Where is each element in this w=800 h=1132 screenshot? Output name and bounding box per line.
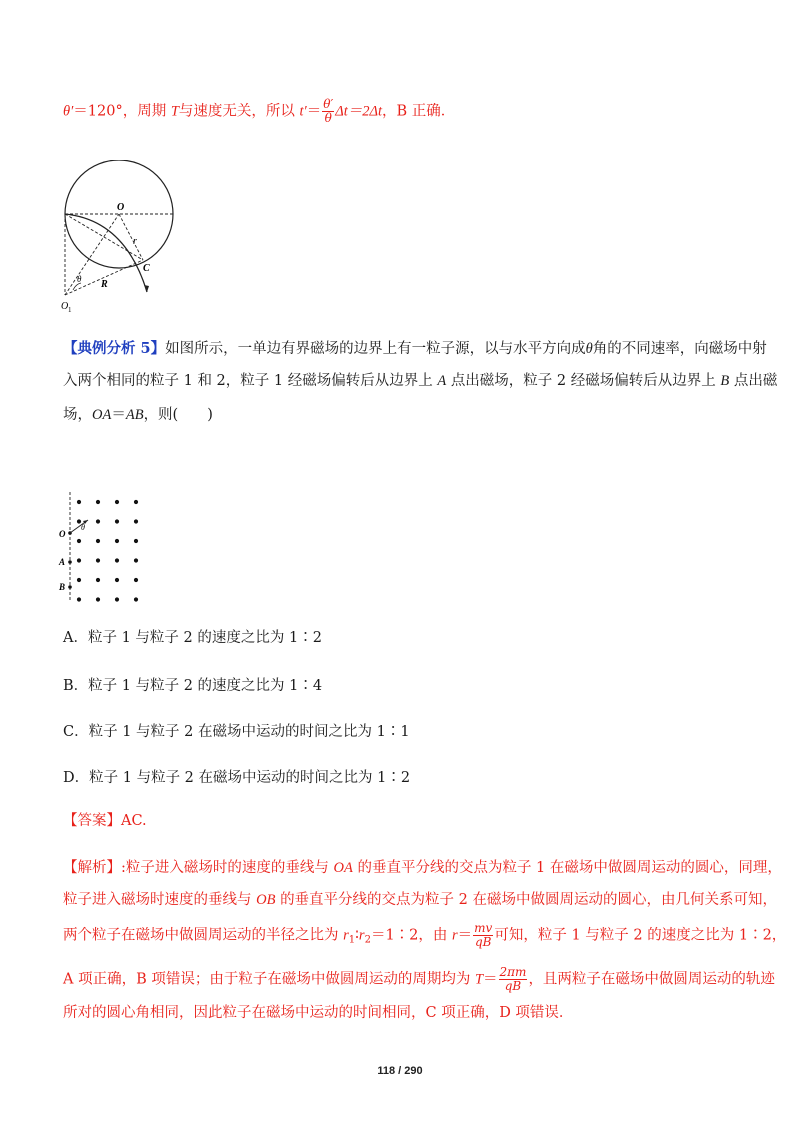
example-tag: 【典例分析 5】 <box>63 340 166 357</box>
text: 点出磁场，粒子 2 经磁场偏转后从边界上 <box>450 373 716 389</box>
field-dot <box>115 500 119 504</box>
field-dot <box>134 519 138 523</box>
label-theta: θ <box>77 274 82 284</box>
text: ＝ <box>483 971 498 988</box>
var-B: B <box>720 373 730 389</box>
theta-prime: θ′ <box>63 103 74 120</box>
analysis-line-3 <box>63 922 786 951</box>
field-dot <box>134 578 138 582</box>
field-dot <box>134 558 138 562</box>
text: ＝ <box>306 103 322 120</box>
analysis-line-2 <box>63 890 777 910</box>
label-B: B <box>59 582 66 592</box>
field-dot <box>96 539 100 543</box>
label-R: R <box>101 279 108 290</box>
text: ，则( ) <box>143 407 213 423</box>
frac-num: θ′ <box>323 97 334 111</box>
text: 场， <box>63 407 92 423</box>
analysis-line-1 <box>63 858 782 878</box>
field-dot <box>115 578 119 582</box>
field-dot <box>115 539 119 543</box>
field-dot <box>134 500 138 504</box>
boundary-point <box>68 560 72 564</box>
example-line-1 <box>63 339 767 359</box>
answer-tag: 【答案】 <box>63 813 121 829</box>
var-theta: θ <box>585 341 593 357</box>
var-OA: OA <box>333 860 353 876</box>
var-r: r <box>343 927 349 944</box>
fraction <box>473 922 493 949</box>
var-T: T <box>170 103 179 120</box>
field-dots <box>68 500 138 602</box>
frac-num: 2πm <box>499 965 527 979</box>
frac-num: mv <box>474 921 493 935</box>
text: ＝1∶2，由 <box>370 927 448 944</box>
field-dot <box>77 578 81 582</box>
fraction <box>499 966 528 993</box>
angle-arc <box>73 283 81 290</box>
text: 点出磁 <box>733 373 778 389</box>
field-dot <box>96 519 100 523</box>
label-r: r <box>133 236 137 247</box>
sub: 1 <box>348 934 356 946</box>
var-T: T <box>474 971 484 988</box>
field-dot <box>96 500 100 504</box>
text: ＝ <box>457 927 473 944</box>
text: 的垂直平分线的交点为粒子 2 在磁场中做圆周运动的圆心，由几何关系可知， <box>280 892 778 908</box>
text: 的垂直平分线的交点为粒子 1 在磁场中做圆周运动的圆心，同理， <box>357 860 782 876</box>
text: A 项正确，B 项错误；由于粒子在磁场中做圆周运动的周期均为 <box>63 971 471 988</box>
field-dot <box>115 597 119 601</box>
var-AB: AB <box>125 407 144 423</box>
field-dot <box>77 539 81 543</box>
option-d: D．粒子 1 与粒子 2 在磁场中运动的时间之比为 1∶2 <box>63 770 411 786</box>
label-O: O <box>117 202 125 213</box>
option-a: A．粒子 1 与粒子 2 的速度之比为 1∶2 <box>63 630 322 646</box>
text: ，B 正确． <box>382 103 456 120</box>
delta-t: Δt＝2Δt <box>335 103 383 120</box>
label-O1: O <box>61 301 69 312</box>
text: 角的不同速率，向磁场中射 <box>592 341 767 357</box>
var-OB: OB <box>256 892 276 908</box>
label-theta: θ <box>81 523 85 532</box>
example-line-2 <box>63 371 777 391</box>
solution-prev-line <box>63 98 455 125</box>
field-dot <box>96 558 100 562</box>
field-dot <box>134 597 138 601</box>
analysis-tag: 【解析】 <box>63 860 121 876</box>
var-r: r <box>358 927 365 944</box>
field-dot <box>115 558 119 562</box>
var-r: r <box>452 927 458 944</box>
text: ，且两粒子在磁场中做圆周运动的轨迹 <box>528 971 775 988</box>
var-OA: OA <box>92 407 112 423</box>
frac-den: qB <box>504 979 522 993</box>
radius-line-O1O <box>65 214 119 295</box>
label-O: O <box>59 529 66 539</box>
text: 两个粒子在磁场中做圆周运动的半径之比为 <box>63 927 339 944</box>
text: :粒子进入磁场时的速度的垂线与 <box>121 860 329 876</box>
example-line-3 <box>63 405 213 425</box>
text: 入两个相同的粒子 1 和 2，粒子 1 经磁场偏转后从边界上 <box>63 373 433 389</box>
label-A: A <box>59 557 66 567</box>
var-A: A <box>437 373 447 389</box>
text: ∶ <box>355 927 359 944</box>
fraction <box>322 98 334 125</box>
text: 与速度无关，所以 <box>178 103 295 120</box>
text: 如图所示，一单边有界磁场的边界上有一粒子源，以与水平方向成 <box>165 341 586 357</box>
text: ＝120°，周期 <box>73 103 167 120</box>
analysis-line-5: 所对的圆心角相同，因此粒子在磁场中运动的时间相同，C 项正确，D 项错误． <box>63 1005 574 1021</box>
page-number: 118 / 290 <box>377 1065 423 1077</box>
answer-line <box>63 811 147 831</box>
figure-magnetic-field <box>55 490 155 605</box>
boundary-point <box>68 585 72 589</box>
option-b: B．粒子 1 与粒子 2 的速度之比为 1∶4 <box>63 678 323 694</box>
field-dot <box>115 519 119 523</box>
option-c: C．粒子 1 与粒子 2 在磁场中运动的时间之比为 1∶1 <box>63 724 410 740</box>
sub: 2 <box>364 934 371 946</box>
label-O1-sub: 1 <box>68 306 72 314</box>
analysis-line-4 <box>63 966 775 993</box>
field-dot <box>96 597 100 601</box>
field-dot <box>96 578 100 582</box>
text: 可知，粒子 1 与粒子 2 的速度之比为 1∶2， <box>494 927 787 944</box>
field-dot <box>77 558 81 562</box>
figure-circle-diagram <box>55 160 190 315</box>
field-dot <box>134 539 138 543</box>
field-dot <box>77 597 81 601</box>
frac-den: qB <box>475 935 492 949</box>
var-t-prime: t′ <box>299 103 307 120</box>
frac-den: θ <box>324 111 332 125</box>
field-dot <box>77 500 81 504</box>
text: ＝ <box>111 407 126 423</box>
label-C: C <box>143 263 150 274</box>
text: 粒子进入磁场时速度的垂线与 <box>63 892 252 908</box>
answer-value: AC. <box>121 813 147 829</box>
